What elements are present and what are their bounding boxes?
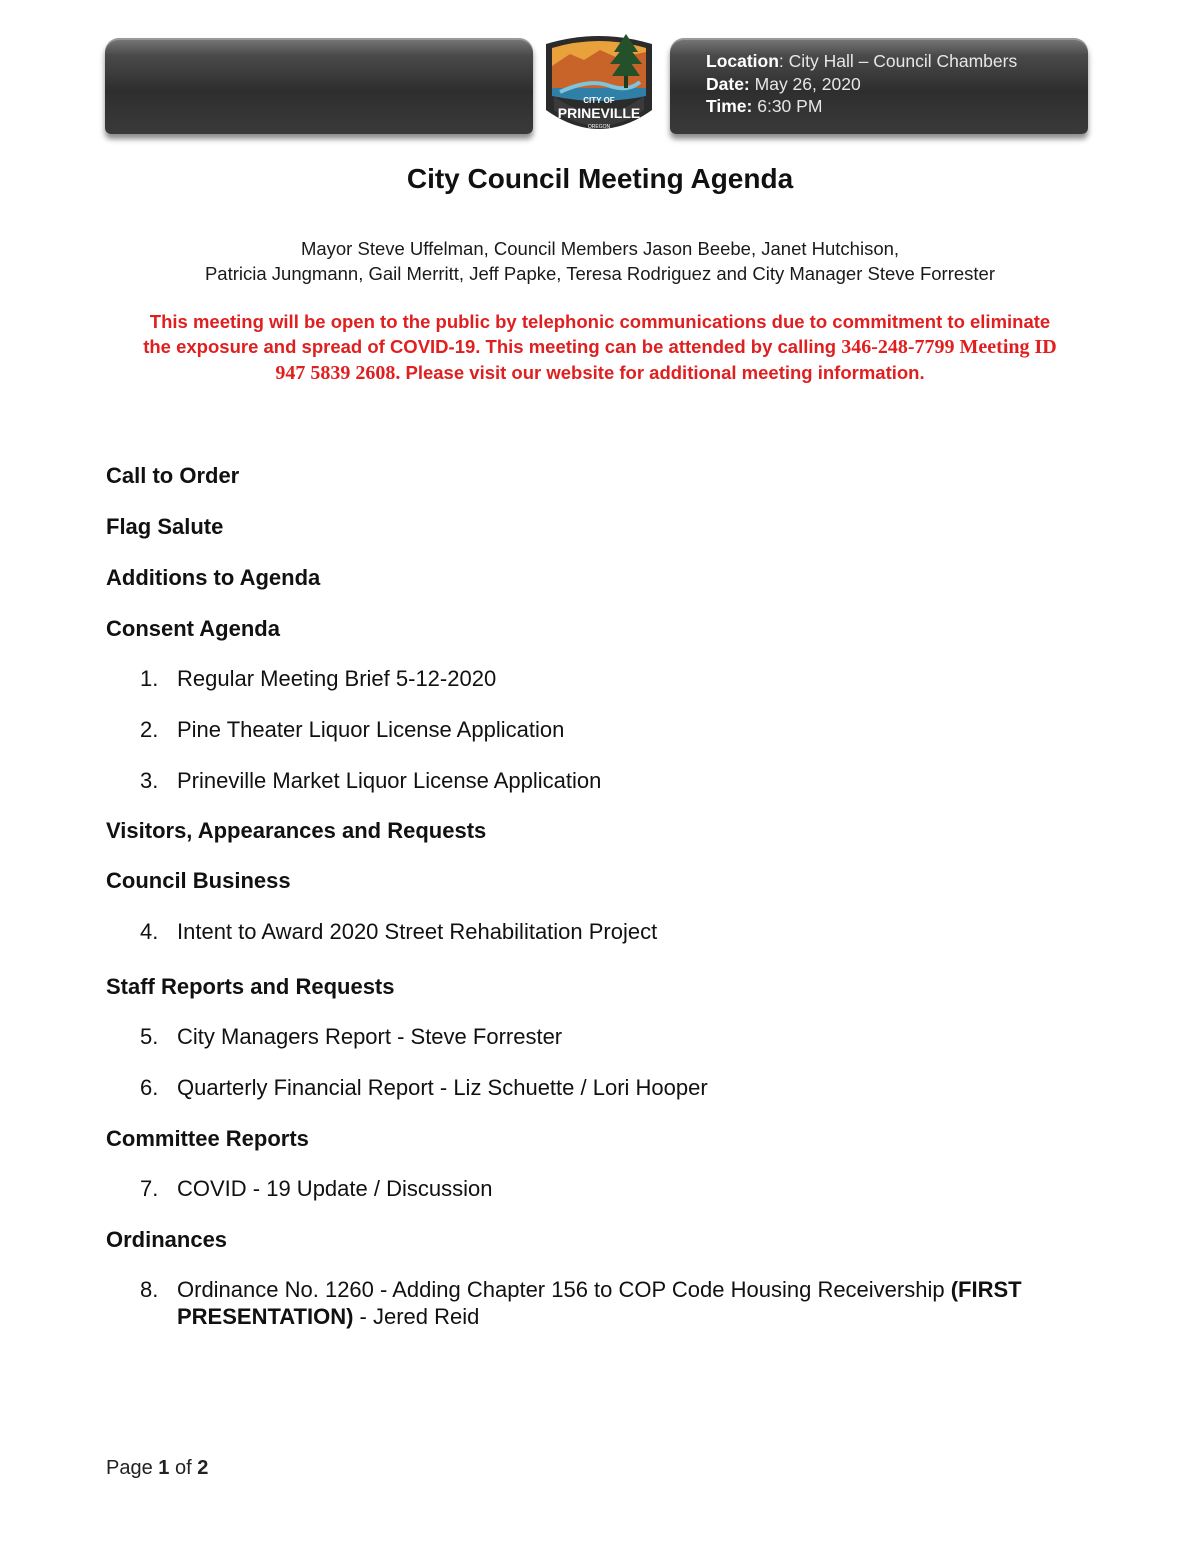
section-flag-salute: Flag Salute (106, 514, 224, 539)
covid-notice (100, 309, 1100, 386)
section-additions: Additions to Agenda (106, 565, 321, 590)
location-label: Location (706, 51, 779, 71)
notice-line3-text: Please visit our website for additional meeting information. (400, 362, 925, 383)
section-consent-agenda: Consent Agenda (106, 616, 280, 641)
phone-number: 346-248-7799 Meeting ID (841, 336, 1057, 358)
section-staff-reports: Staff Reports and Requests (106, 974, 395, 999)
agenda-item: 7. COVID - 19 Update / Discussion (140, 1176, 493, 1201)
council-members (0, 236, 1200, 286)
section-council-business: Council Business (106, 868, 291, 893)
agenda-item: 2. Pine Theater Liquor License Application (140, 717, 565, 742)
meeting-info (706, 50, 1017, 118)
agenda-item: 4. Intent to Award 2020 Street Rehabilitation Project (140, 919, 658, 944)
agenda-item: 5. City Managers Report - Steve Forrester (140, 1024, 563, 1049)
date-value: May 26, 2020 (749, 73, 861, 94)
meeting-id: 947 5839 2608. (275, 362, 401, 384)
logo-line3: OREGON (587, 124, 611, 130)
page-title: City Council Meeting Agenda (406, 163, 794, 194)
agenda-item: 1. Regular Meeting Brief 5-12-2020 (140, 666, 497, 691)
section-committee-reports: Committee Reports (106, 1126, 309, 1151)
logo-line2: PRINEVILLE (557, 105, 641, 121)
time-value: 6:30 PM (752, 96, 823, 116)
agenda-item-ordinance: 8. Ordinance No. 1260 - Adding Chapter 156 to COP Code Housing Receivership (FIRST PRESENTATION) - Jered Reid (140, 1277, 1022, 1329)
members-line2: Patricia Jungmann, Gail Merritt, Jeff Papke, Teresa Rodriguez and City Manager Steve Forrester (204, 263, 996, 284)
page-number: Page 1 of 2 (106, 1457, 209, 1479)
members-line1: Mayor Steve Uffelman, Council Members Jason Beebe, Janet Hutchison, (300, 238, 900, 259)
time-label: Time: (706, 96, 753, 116)
section-call-to-order: Call to Order (106, 463, 240, 488)
logo-line1: CITY OF (583, 96, 615, 105)
section-ordinances: Ordinances (106, 1227, 228, 1252)
location-value: : City Hall – Council Chambers (778, 51, 1018, 71)
header-banner-right (670, 38, 1088, 134)
date-label: Date: (706, 73, 750, 94)
agenda-item: 6. Quarterly Financial Report - Liz Schuette / Lori Hooper (140, 1075, 708, 1100)
notice-line1: This meeting will be open to the public by telephonic communications due to commitment to eliminate (149, 311, 1051, 332)
agenda-item: 3. Prineville Market Liquor License Application (140, 768, 602, 793)
section-visitors: Visitors, Appearances and Requests (106, 818, 487, 843)
notice-line2-text: the exposure and spread of COVID-19. This meeting can be attended by calling (143, 336, 842, 357)
city-logo (540, 30, 658, 140)
header-banner-left (105, 38, 533, 134)
